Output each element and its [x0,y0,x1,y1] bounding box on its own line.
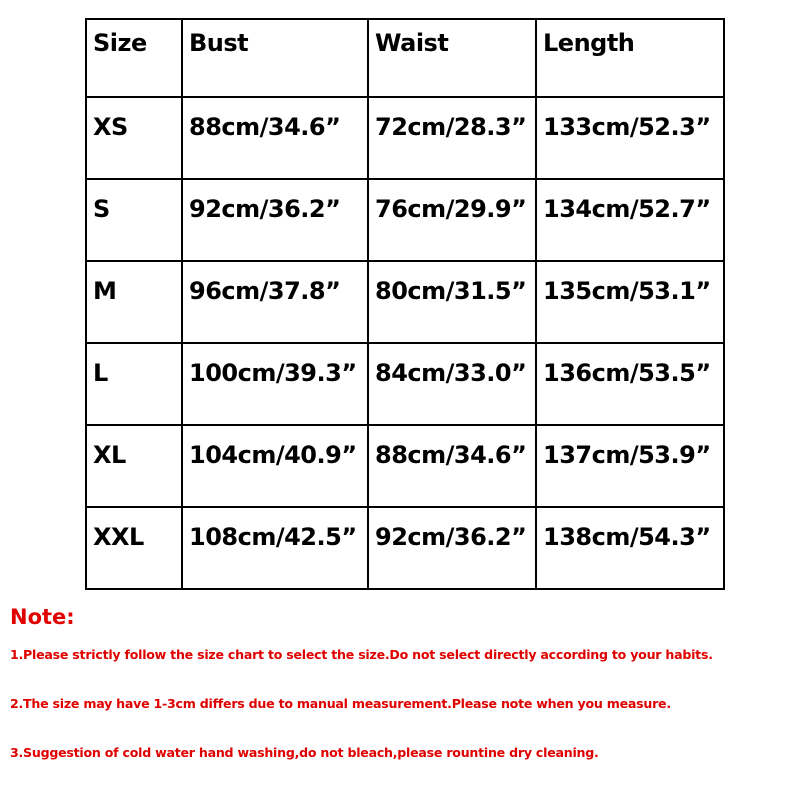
cell-size: XXL [86,507,182,589]
cell-size: XS [86,97,182,179]
table-row [86,343,724,425]
cell-size: M [86,261,182,343]
cell-bust: 104cm/40.9” [182,425,368,507]
cell-length: 136cm/53.5” [536,343,724,425]
header-waist: Waist [368,19,536,97]
cell-waist: 72cm/28.3” [368,97,536,179]
cell-length: 138cm/54.3” [536,507,724,589]
cell-bust: 96cm/37.8” [182,261,368,343]
note-line-2: 2.The size may have 1-3cm differs due to manual measurement.Please note when you measure. [10,696,671,711]
cell-waist: 88cm/34.6” [368,425,536,507]
table-row [86,179,724,261]
cell-length: 134cm/52.7” [536,179,724,261]
note-line-3: 3.Suggestion of cold water hand washing,do not bleach,please rountine dry cleaning. [10,745,599,760]
cell-waist: 80cm/31.5” [368,261,536,343]
header-length: Length [536,19,724,97]
table-row [86,261,724,343]
cell-bust: 88cm/34.6” [182,97,368,179]
cell-bust: 100cm/39.3” [182,343,368,425]
header-bust: Bust [182,19,368,97]
cell-waist: 76cm/29.9” [368,179,536,261]
note-title: Note: [10,605,75,629]
header-size: Size [86,19,182,97]
size-chart-table [85,18,725,590]
cell-bust: 92cm/36.2” [182,179,368,261]
cell-size: S [86,179,182,261]
note-line-1: 1.Please strictly follow the size chart to select the size.Do not select directly according to your habits. [10,647,713,662]
table-row [86,507,724,589]
cell-size: XL [86,425,182,507]
cell-waist: 84cm/33.0” [368,343,536,425]
table-header-row [86,19,724,97]
cell-bust: 108cm/42.5” [182,507,368,589]
note-section [10,600,795,760]
table-row [86,97,724,179]
table-row [86,425,724,507]
cell-size: L [86,343,182,425]
cell-length: 137cm/53.9” [536,425,724,507]
cell-waist: 92cm/36.2” [368,507,536,589]
cell-length: 135cm/53.1” [536,261,724,343]
cell-length: 133cm/52.3” [536,97,724,179]
